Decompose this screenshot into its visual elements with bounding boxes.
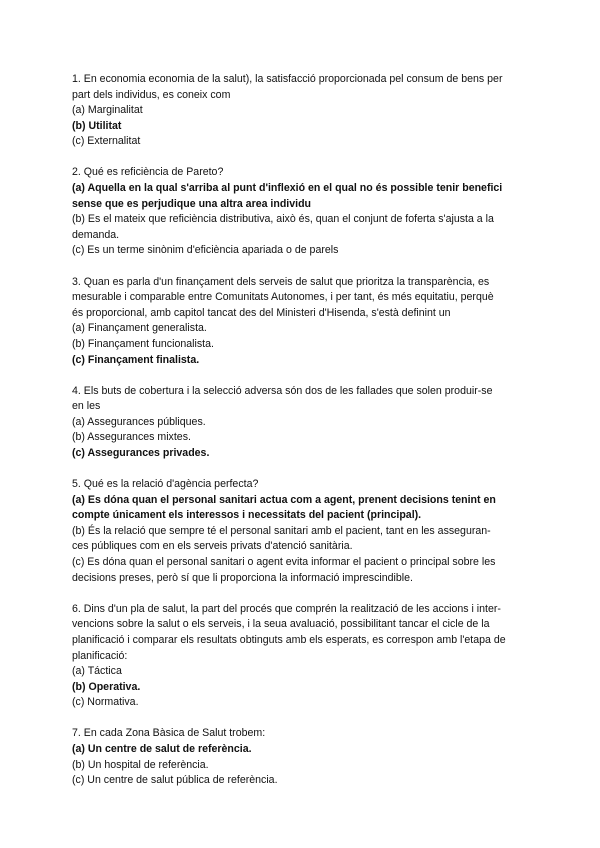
answer-option-line: (a) Finançament generalista. [72,322,207,335]
correct-answer-line: (b) Utilitat [72,119,122,132]
question-stem-line: 7. En cada Zona Bàsica de Salut trobem: [72,727,266,740]
question-stem-line: 5. Qué es la relació d'agència perfecta? [72,478,259,491]
answer-option-line: (b) Es el mateix que reficiència distributiva, això és, quan el conjunt de foferta s'ajusta a la [72,213,494,226]
answer-option-line: (b) Finançament funcionalista. [72,337,214,350]
answer-option-line: (c) Es un terme sinònim d'eficiència apariada o de parels [72,244,339,257]
question-stem-line: part dels individus, es coneix com [72,88,231,101]
answer-option-line: (a) Táctica [72,665,122,678]
question-stem-line: vencions sobre la salut o els serveis, i la seua avaluació, possibilitant tancar el cicle de la [72,618,490,631]
question-stem-line: planificació i comparar els resultats obtinguts amb els esperats, es correspon amb l'etapa de [72,633,506,646]
answer-option-line: ces públiques com en els serveis privats d'atenció sanitària. [72,540,353,553]
question-block [72,477,532,586]
question-block [72,602,532,711]
document-page [72,72,532,804]
question-stem-line: és proporcional, amb capitol tancat des del Ministeri d'Hisenda, s'està definint un [72,306,451,319]
answer-option-line: (a) Marginalitat [72,104,143,117]
answer-option-line: (c) Es dóna quan el personal sanitari o agent evita informar el pacient o principal sobre les [72,556,496,569]
answer-option-line: (c) Externalitat [72,135,141,148]
correct-answer-line: (a) Un centre de salut de referència. [72,742,252,755]
answer-option-line: (b) Un hospital de referència. [72,758,209,771]
question-stem-line: mesurable i comparable entre Comunitats Autonomes, i per tant, és més equitatiu, perquè [72,291,494,304]
question-block [72,726,532,788]
answer-option-line: (c) Un centre de salut pública de referència. [72,774,278,787]
question-stem-line: 2. Qué es reficiència de Pareto? [72,166,224,179]
question-stem-line: 1. En economia economia de la salut), la satisfacció proporcionada pel consum de bens per [72,73,503,85]
correct-answer-line: compte únicament els interessos i necessitats del pacient (principal). [72,509,422,522]
question-block [72,72,532,150]
correct-answer-line: (b) Operativa. [72,680,141,693]
question-block [72,165,532,259]
correct-answer-line: (a) Aquella en la qual s'arriba al punt d'inflexió en el qual no és possible tenir benefici [72,182,503,195]
correct-answer-line: sense que es perjudique una altra area individu [72,197,312,210]
correct-answer-line: (c) Assegurances privades. [72,446,210,459]
question-stem-line: 6. Dins d'un pla de salut, la part del procés que comprén la realització de les accions i inter- [72,602,501,615]
question-stem-line: planificació: [72,649,128,662]
question-block [72,384,532,462]
answer-option-line: (c) Normativa. [72,696,139,709]
answer-option-line: demanda. [72,228,120,241]
answer-option-line: decisions preses, però sí que li proporciona la informació imprescindible. [72,571,413,584]
question-stem-line: en les [72,400,101,413]
answer-option-line: (b) És la relació que sempre té el personal sanitari amb el pacient, tant en les asseguran- [72,524,491,537]
answer-option-line: (a) Assegurances públiques. [72,415,206,428]
question-block [72,275,532,369]
question-stem-line: 3. Quan es parla d'un finançament dels serveis de salut que prioritza la transparència, es [72,275,490,288]
answer-option-line: (b) Assegurances mixtes. [72,431,191,444]
correct-answer-line: (a) Es dóna quan el personal sanitari actua com a agent, prenent decisions tenint en [72,493,496,506]
correct-answer-line: (c) Finançament finalista. [72,353,200,366]
question-stem-line: 4. Els buts de cobertura i la selecció adversa són dos de les fallades que solen produir-se [72,384,493,397]
